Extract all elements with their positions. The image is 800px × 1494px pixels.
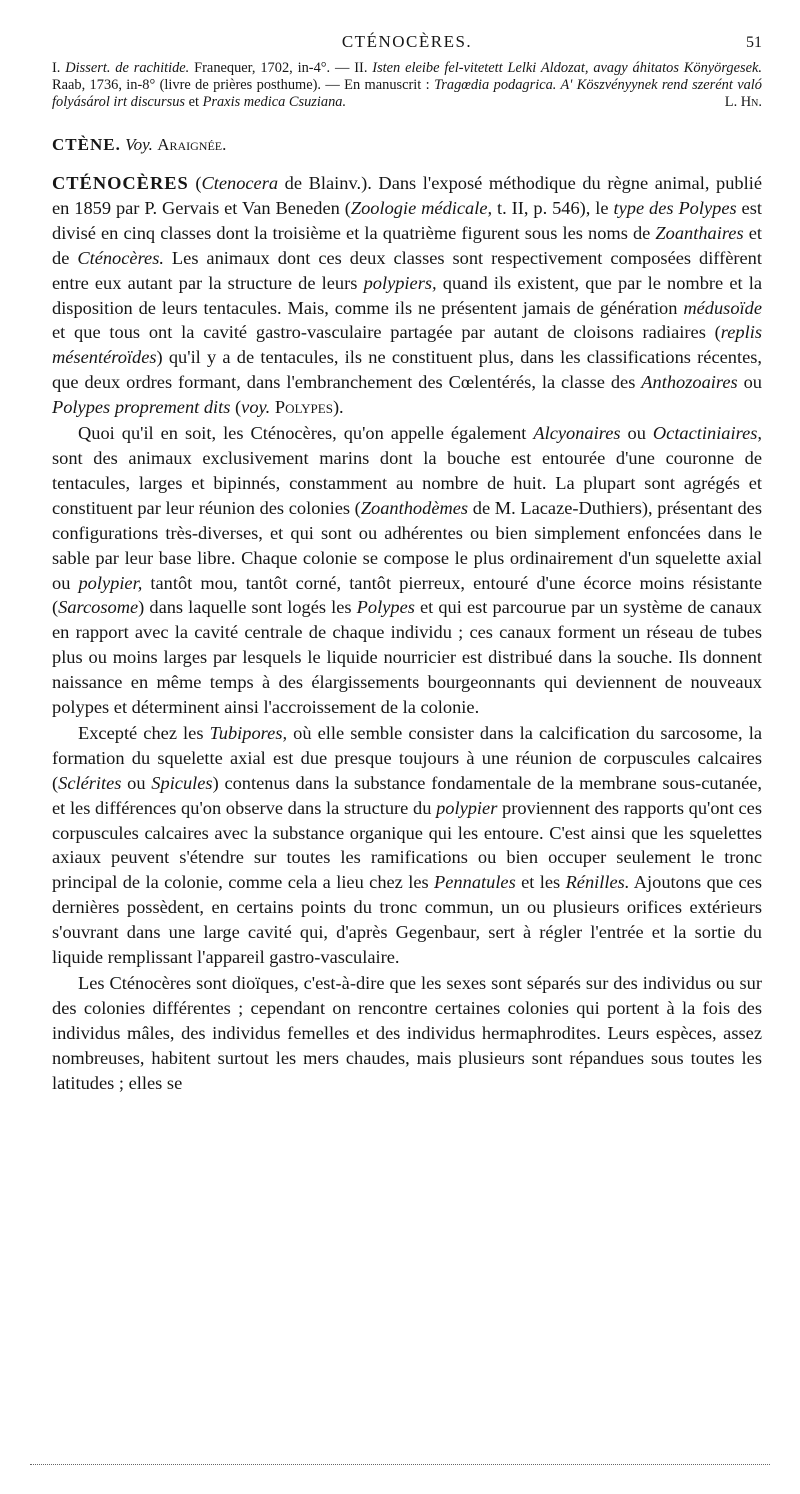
text-run: et les bbox=[515, 872, 566, 893]
text-run: ou bbox=[620, 423, 653, 444]
ref-text: I. bbox=[52, 60, 66, 76]
text-run: sont des animaux exclusivement marins dont la bouche est entourée d'une couronne de tentacules, larges et bipinnés, constamment au nombre de huit. La plupart sont agrégés et constituent par leur réunion des colonies ( bbox=[52, 447, 762, 518]
ref-title: Dissert. de rachitide. bbox=[65, 60, 190, 76]
paragraph-1 bbox=[52, 171, 762, 420]
italic-run: polypier bbox=[436, 797, 498, 818]
italic-run: Polypes proprement dits bbox=[52, 397, 231, 418]
author-signature: L. Hn. bbox=[724, 94, 762, 110]
italic-run: Pennatules bbox=[434, 872, 516, 893]
entry-headword: CTÉNOCÈRES bbox=[52, 173, 189, 193]
text-run: de Blainv.). Dans l'exposé méthodique du règne animal, publié en 1859 par P. Gervais et Van Beneden ( bbox=[52, 173, 762, 218]
text-run: ). bbox=[332, 397, 344, 418]
italic-run: Sarcosome bbox=[58, 597, 139, 618]
italic-run: polypiers, bbox=[363, 272, 437, 293]
italic-run: Alcyonaires bbox=[533, 423, 621, 444]
italic-run: Sclérites bbox=[58, 772, 122, 793]
italic-run: Cténocères. bbox=[77, 247, 164, 268]
text-run: t. II, p. 546), le bbox=[492, 197, 614, 218]
paragraph-2 bbox=[52, 421, 762, 720]
text-run: et qui est parcourue par un système de canaux en rapport avec la cavité centrale de chaque individu ; ces canaux forment un réseau de tubes plus ou moins larges par lesquels le liquide nourricier est distribué dans la souche. Ils donnent naissance en même temps à des élargissements bourgeonnants qui deviennent de nouveaux polypes et déterminent ainsi l'accroissement de la colonie. bbox=[52, 597, 762, 718]
italic-run: type des Polypes bbox=[613, 197, 737, 218]
italic-run: Polypes bbox=[356, 597, 415, 618]
ref-title: Tragœdia podagrica. A' Köszvényynek rend szerént való folyásárol irt discursus bbox=[52, 77, 762, 110]
text-run: Excepté chez les bbox=[78, 722, 210, 743]
italic-run: Tubipores, bbox=[209, 722, 288, 743]
text-run: tantôt mou, tantôt corné, tantôt pierreux, entouré d'une écorce moins résistante ( bbox=[52, 572, 762, 618]
text-run: ou bbox=[121, 772, 152, 793]
page-number: 51 bbox=[746, 34, 762, 51]
ref-text: et bbox=[185, 94, 203, 110]
ref-text: Raab, 1736, in-8° (livre de prières posthume). — En manuscrit : bbox=[52, 77, 435, 93]
text-run: de M. Lacaze-Duthiers), présentant des configurations très-diverses, et qui sont ou adhérentes ou bien simplement enfoncées dans le sable par leur base libre. Chaque colonie se compose le plus ordinairement d'un squelette axial ou bbox=[52, 497, 762, 593]
italic-run: polypier, bbox=[78, 572, 143, 593]
text-run: quand ils existent, que par le nombre et la disposition de leurs tentacules. Mais, comme ils ne présentent jamais de génération bbox=[52, 272, 763, 318]
ref-text: Franequer, 1702, in-4°. — II. bbox=[189, 60, 373, 76]
italic-run: Zoanthaires bbox=[655, 222, 744, 243]
page-header bbox=[52, 26, 762, 56]
italic-run: Spicules bbox=[151, 772, 213, 793]
italic-run: Ctenocera bbox=[201, 173, 279, 193]
entry-ctenoceres bbox=[52, 171, 762, 1096]
ref-title: Isten eleibe fel-vitetett Lelki Aldozat, avagy áhitatos Könyörgesek. bbox=[372, 60, 762, 76]
text-run: ) qu'il y a de tentacules, ils ne constituent plus, dans les classifications récentes, que deux ordres formant, dans l'embranchement des Cœlentérés, la classe des bbox=[52, 347, 762, 393]
text-run: Ajoutons que ces dernières possèdent, en certains points du tronc commun, un ou plusieurs orifices extérieurs s'ouvrant dans une large cavité qui, d'après Gegenbaur, sert à régler l'entrée et la sortie du liquide remplissant l'appareil gastro-vasculaire. bbox=[52, 872, 762, 968]
italic-run: Anthozoaires bbox=[641, 372, 738, 393]
italic-run: Zoanthodèmes bbox=[360, 497, 469, 518]
paragraph-4 bbox=[52, 971, 762, 1096]
italic-run: voy. bbox=[241, 397, 271, 418]
text-run: ) contenus dans la substance fondamentale de la membrane sous-cutanée, et les différences qu'on observe dans la structure du bbox=[52, 772, 762, 818]
italic-run: replis mésentéroïdes bbox=[52, 322, 762, 368]
bibliography-references bbox=[52, 60, 762, 111]
text-run: ) dans laquelle sont logés les bbox=[138, 597, 357, 618]
paragraph-3 bbox=[52, 721, 762, 970]
text-run: ou bbox=[737, 372, 762, 393]
page bbox=[52, 26, 762, 1096]
text-run: ( bbox=[188, 173, 202, 193]
running-head: CTÉNOCÈRES. bbox=[341, 32, 473, 51]
text-run: et que tous ont la cavité gastro-vasculaire partagée par autant de cloisons radiaires ( bbox=[52, 322, 721, 343]
footer-dotted-rule bbox=[30, 1464, 770, 1465]
ref-title: Praxis medica Csuziana. bbox=[202, 94, 347, 110]
italic-run: Octactiniaires, bbox=[652, 423, 763, 444]
text-run: et de bbox=[52, 222, 762, 268]
cross-ref-label: Voy. bbox=[125, 135, 153, 154]
entry-ctene bbox=[52, 135, 762, 155]
text-run: proviennent des rapports qu'ont ces corpuscules calcaires avec la substance organique qui les entoure. C'est ainsi que les squelettes axiaux peuvent s'étendre sur toutes les ramifications ou bien occuper seulement le tronc principal de la colonie, comme cela a lieu chez les bbox=[52, 797, 762, 893]
italic-run: Rénilles. bbox=[565, 872, 630, 893]
text-run: ( bbox=[230, 397, 242, 418]
entry-punct: . bbox=[222, 135, 227, 154]
cross-ref-target: Araignée bbox=[157, 135, 223, 154]
entry-headword: CTÈNE. bbox=[52, 135, 121, 154]
text-run: Quoi qu'il en soit, les Cténocères, qu'on appelle également bbox=[78, 423, 534, 444]
italic-run: Zoologie médicale, bbox=[350, 197, 493, 218]
text-run: est divisé en cinq classes dont la troisième et la quatrième figurent sous les noms de bbox=[52, 197, 762, 243]
text-run: où elle semble consister dans la calcification du sarcosome, la formation du squelette axial est due presque toujours à une réunion de corpuscules calcaires ( bbox=[52, 722, 762, 793]
text-run: Les animaux dont ces deux classes sont respectivement composées diffèrent entre eux autant par la structure de leurs bbox=[52, 247, 762, 293]
smallcaps-run: Polypes bbox=[274, 397, 333, 418]
text-run: Les Cténocères sont dioïques, c'est-à-dire que les sexes sont séparés sur des individus ou sur des colonies différentes ; cependant on rencontre certaines colonies qui portent à la fois des individus mâles, des individus femelles et des individus hermaphrodites. Leurs espèces, assez nombreuses, habitent surtout les mers chaudes, mais plusieurs sont répandues sous toutes les latitudes ; elles se bbox=[52, 973, 762, 1093]
italic-run: médusoïde bbox=[683, 297, 762, 318]
